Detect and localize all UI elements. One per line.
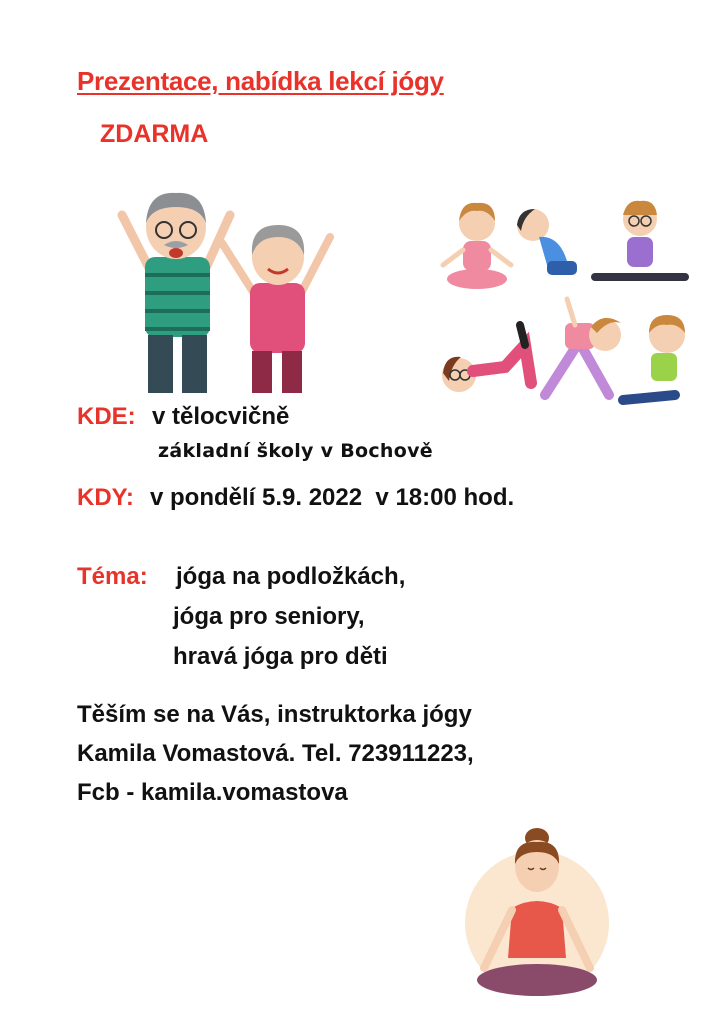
contact-line-3: Fcb - kamila.vomastova — [77, 779, 348, 806]
where-line-2: základní školy v Bochově — [158, 440, 433, 462]
contact-line-1: Těším se na Vás, instruktorka jógy — [77, 701, 472, 728]
kids-yoga-illustration — [435, 195, 695, 415]
when-label: KDY: — [77, 484, 134, 511]
topic-item-2: jóga pro seniory, — [173, 603, 365, 630]
kid-backbend-figure — [517, 209, 577, 275]
kid-lotus-figure — [443, 203, 511, 289]
contact-line-2: Kamila Vomastová. Tel. 723911223, — [77, 740, 474, 767]
free-badge: ZDARMA — [100, 120, 209, 148]
kid-splits-figure — [595, 201, 685, 277]
when-value: v pondělí 5.9. 2022 v 18:00 hod. — [150, 484, 515, 511]
where-label: KDE: — [77, 403, 136, 430]
grandma-figure — [222, 225, 330, 393]
topic-item-1: jóga na podložkách, — [176, 563, 406, 590]
topic-label: Téma: — [77, 563, 148, 590]
kid-downdog-figure — [442, 325, 531, 392]
flyer-title: Prezentace, nabídka lekcí jógy — [77, 66, 444, 96]
grandpa-figure — [122, 193, 230, 393]
meditation-illustration — [462, 828, 612, 1018]
kid-triangle-figure — [545, 299, 621, 395]
topic-item-3: hravá jóga pro děti — [173, 643, 388, 670]
kid-sitting-figure — [623, 315, 685, 400]
where-line-1: v tělocvičně — [152, 403, 290, 430]
seniors-illustration — [110, 185, 340, 400]
